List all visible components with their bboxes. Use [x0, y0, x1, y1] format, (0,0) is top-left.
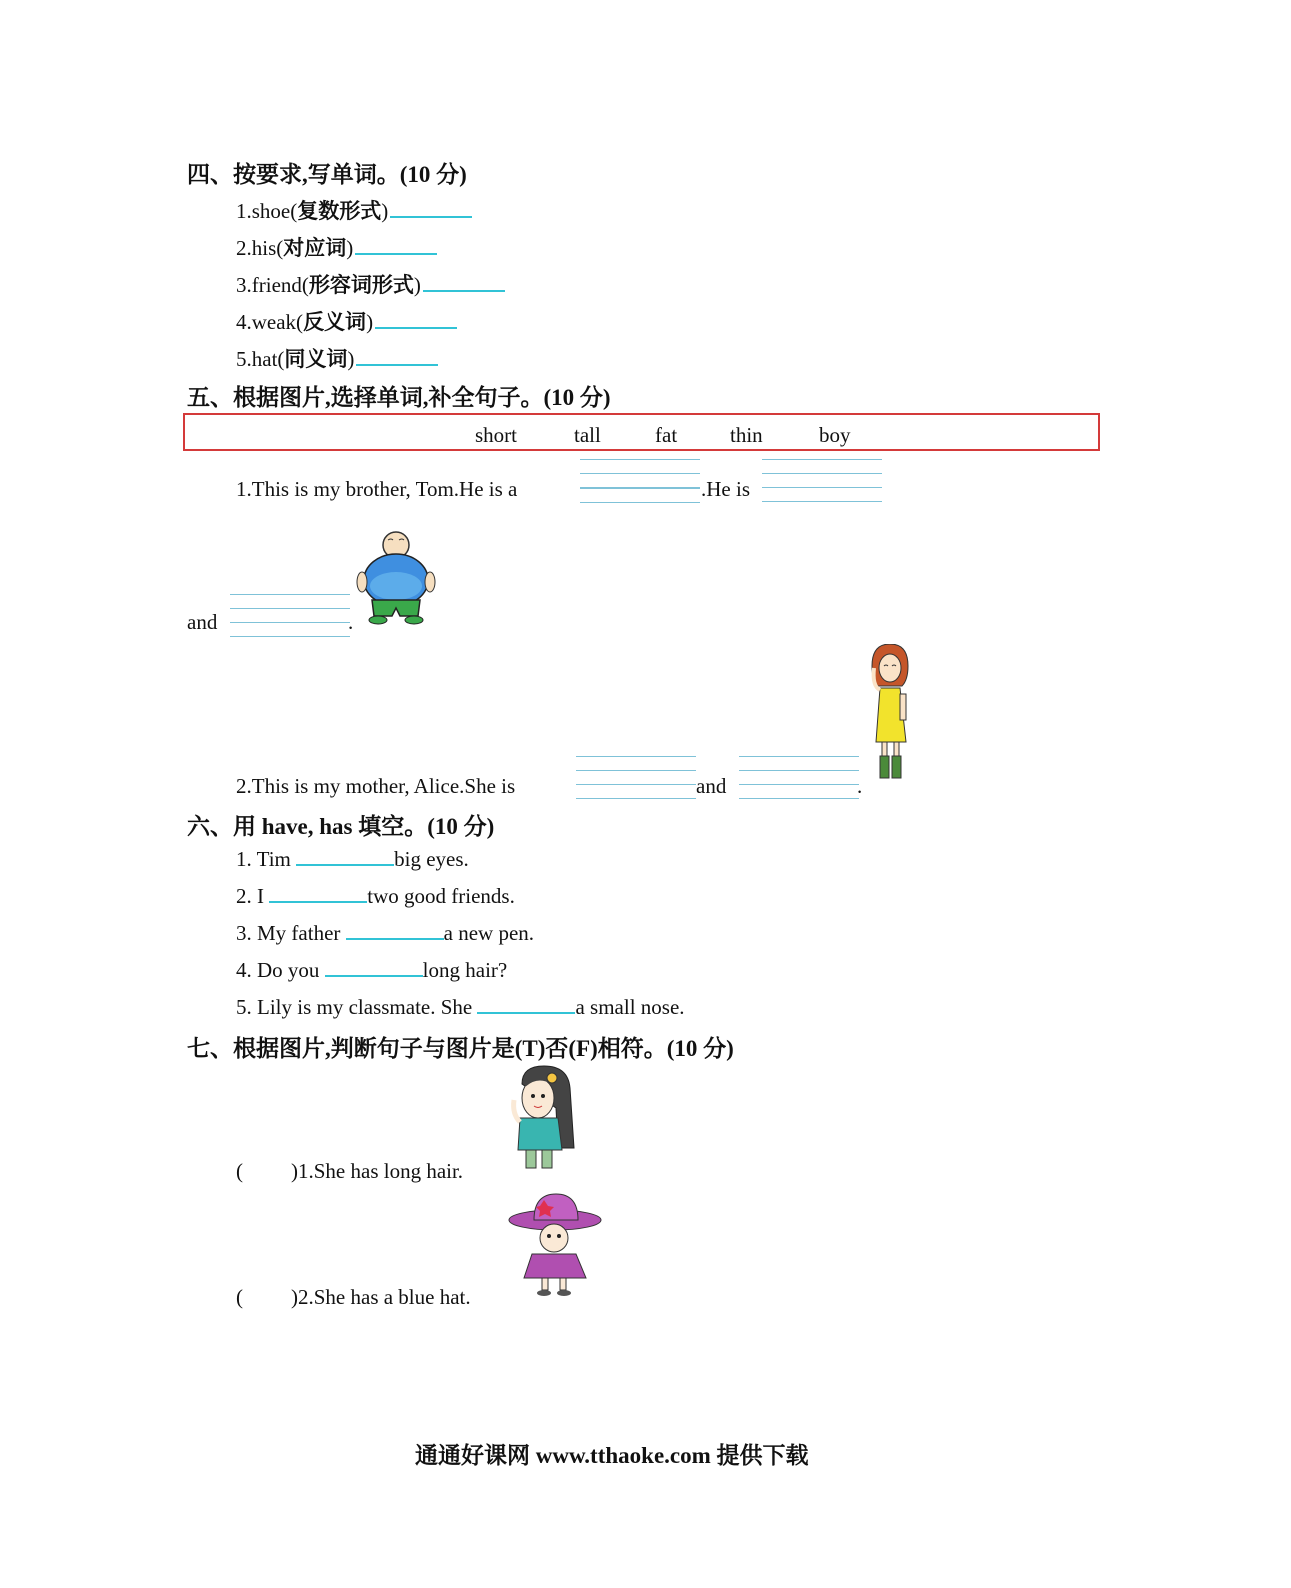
- s6-item-1: 1. Tim big eyes.: [236, 847, 469, 871]
- word-bank-item: thin: [730, 423, 763, 447]
- word-bank-item: tall: [574, 423, 601, 447]
- section6-heading: 六、用 have, has 填空。(10 分): [187, 814, 495, 839]
- four-line-blank[interactable]: [762, 459, 882, 502]
- s5-q2-part2: and: [696, 774, 727, 798]
- answer-blank[interactable]: [269, 901, 367, 903]
- s5-q1-period: .: [348, 610, 354, 634]
- s4-item-5: 5.hat(同义词): [236, 343, 438, 373]
- answer-blank[interactable]: [477, 1012, 575, 1014]
- s6-item-5: 5. Lily is my classmate. She a small nose.: [236, 995, 685, 1019]
- word-bank-item: boy: [819, 423, 851, 447]
- s4-item-2: 2.his(对应词): [236, 232, 437, 262]
- s5-q1-part3: and: [187, 610, 218, 634]
- section7-heading: 七、根据图片,判断句子与图片是(T)否(F)相符。(10 分): [187, 1036, 734, 1061]
- s7-item-1: ( )1.She has long hair.: [236, 1159, 464, 1183]
- answer-blank[interactable]: [356, 364, 438, 366]
- word-bank-item: short: [475, 423, 517, 447]
- answer-blank[interactable]: [355, 253, 437, 255]
- word-bank-item: fat: [655, 423, 678, 447]
- four-line-blank[interactable]: [580, 459, 700, 503]
- fat-boy-illustration: [356, 530, 436, 626]
- s4-item-3: 3.friend(形容词形式): [236, 269, 505, 299]
- answer-blank[interactable]: [296, 864, 394, 866]
- answer-blank[interactable]: [390, 216, 472, 218]
- answer-blank[interactable]: [375, 327, 457, 329]
- s7-item-2: ( )2.She has a blue hat.: [236, 1285, 471, 1309]
- s5-q2-part1: 2.This is my mother, Alice.She is: [236, 774, 516, 798]
- s5-q1-part2: .He is: [701, 477, 750, 501]
- answer-blank[interactable]: [346, 938, 444, 940]
- purple-hat-girl-illustration: [506, 1192, 604, 1298]
- s5-q2-period: .: [857, 774, 863, 798]
- section5-heading: 五、根据图片,选择单词,补全句子。(10 分): [187, 385, 611, 410]
- answer-blank[interactable]: [325, 975, 423, 977]
- footer-credit: 通通好课网 www.tthaoke.com 提供下载: [415, 1443, 809, 1468]
- s6-item-2: 2. I two good friends.: [236, 884, 515, 908]
- tall-thin-mother-illustration: [860, 644, 918, 784]
- four-line-blank[interactable]: [739, 756, 859, 799]
- answer-blank[interactable]: [423, 290, 505, 292]
- four-line-blank[interactable]: [576, 756, 696, 799]
- s4-item-4: 4.weak(反义词): [236, 306, 457, 336]
- s6-item-4: 4. Do you long hair?: [236, 958, 508, 982]
- word-bank-box: [183, 413, 1100, 451]
- s6-item-3: 3. My father a new pen.: [236, 921, 535, 945]
- section4-heading: 四、按要求,写单词。(10 分): [187, 162, 467, 187]
- long-hair-girl-illustration: [500, 1064, 580, 1172]
- four-line-blank[interactable]: [230, 594, 350, 637]
- s5-q1-part1: 1.This is my brother, Tom.He is a: [236, 477, 518, 501]
- s4-item-1: 1.shoe(复数形式): [236, 195, 472, 225]
